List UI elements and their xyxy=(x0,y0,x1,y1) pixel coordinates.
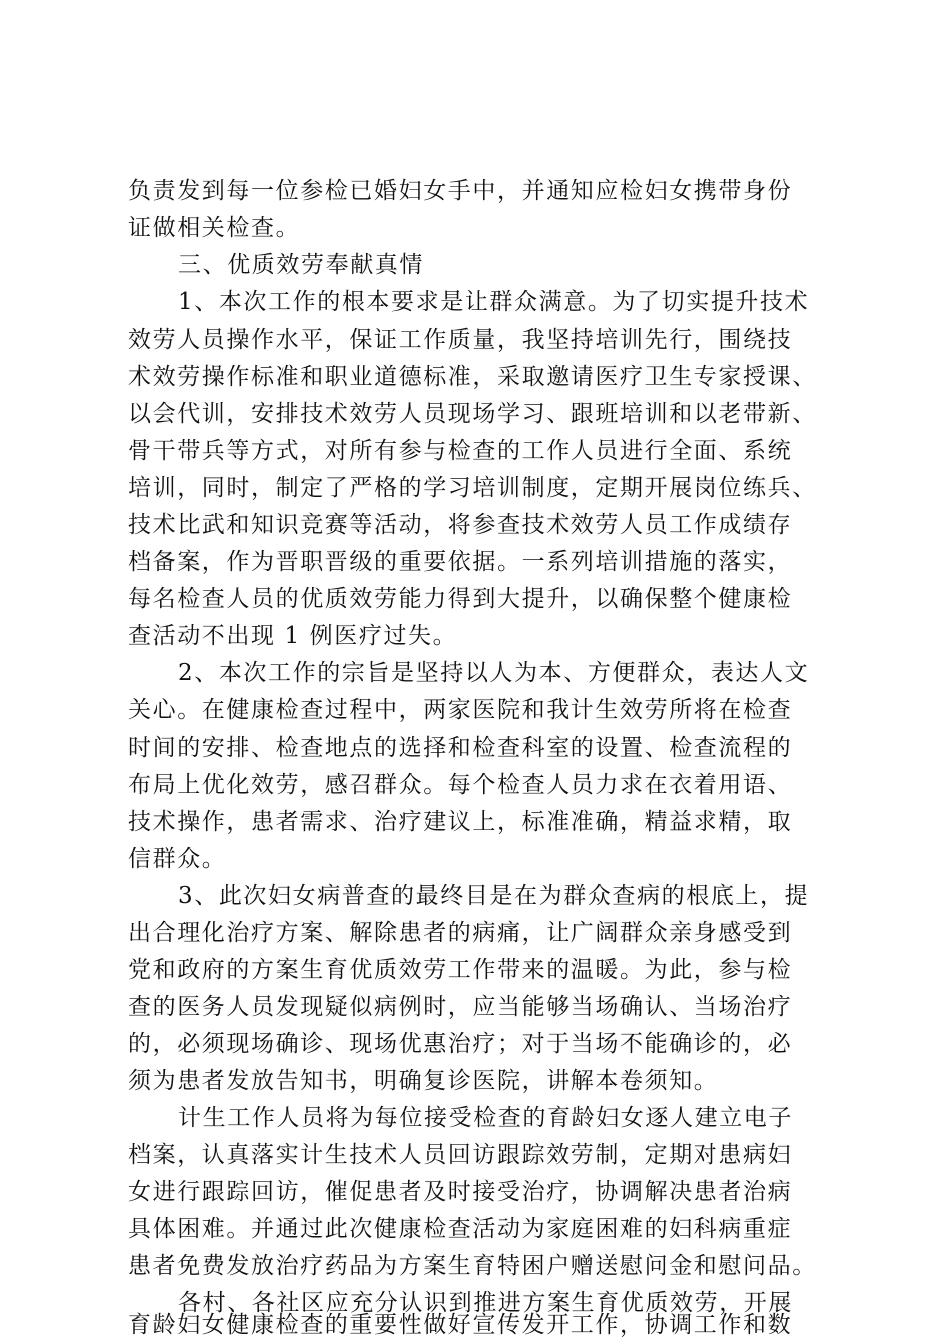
paragraph-line: 时间的安排、检查地点的选择和检查科室的设置、检查流程的 xyxy=(128,735,793,761)
paragraph-line: 须为患者发放告知书，明确复诊医院，讲解本卷须知。 xyxy=(128,1068,719,1094)
paragraph-line: 技术操作，患者需求、治疗建议上，标准准确，精益求精，取 xyxy=(128,809,793,835)
paragraph-line: 各村、各社区应充分认识到推进方案生育优质效劳，开展 xyxy=(178,1290,793,1316)
paragraph-line: 档案，认真落实计生技术人员回访跟踪效劳制，定期对患病妇 xyxy=(128,1142,793,1168)
paragraph-line: 具体困难。并通过此次健康检查活动为家庭困难的妇科病重症 xyxy=(128,1216,793,1242)
paragraph-line: 查的医务人员发现疑似病例时，应当能够当场确认、当场治疗 xyxy=(128,994,793,1020)
paragraph-line: 信群众。 xyxy=(128,846,227,872)
paragraph-line: 培训，同时，制定了严格的学习培训制度，定期开展岗位练兵、 xyxy=(128,475,817,501)
paragraph-line: 的，必须现场确诊、现场优惠治疗；对于当场不能确诊的，必 xyxy=(128,1031,793,1057)
paragraph-line: 3、此次妇女病普查的最终目是在为群众查病的根底上，提 xyxy=(178,883,810,909)
paragraph-line: 负责发到每一位参检已婚妇女手中，并通知应检妇女携带身份 xyxy=(128,178,793,204)
paragraph-line: 档备案，作为晋职晋级的重要依据。一系列培训措施的落实， xyxy=(128,549,793,575)
paragraph-line: 效劳人员操作水平，保证工作质量，我坚持培训先行，围绕技 xyxy=(128,327,793,353)
paragraph-line: 出合理化治疗方案、解除患者的病痛，让广阔群众亲身感受到 xyxy=(128,920,793,946)
paragraph-line: 2、本次工作的宗旨是坚持以人为本、方便群众，表达人文 xyxy=(178,660,810,686)
section-heading: 三、优质效劳奉献真情 xyxy=(178,252,424,278)
paragraph-line: 计生工作人员将为每位接受检查的育龄妇女逐人建立电子 xyxy=(178,1105,793,1131)
paragraph-line: 患者免费发放治疗药品为方案生育特困户赠送慰问金和慰问品。 xyxy=(128,1253,817,1279)
paragraph-line: 证做相关检查。 xyxy=(128,215,301,241)
paragraph-line: 骨干带兵等方式，对所有参与检查的工作人员进行全面、系统 xyxy=(128,438,793,464)
paragraph-line: 以会代训，安排技术效劳人员现场学习、跟班培训和以老带新、 xyxy=(128,401,817,427)
paragraph-line: 每名检查人员的优质效劳能力得到大提升，以确保整个健康检 xyxy=(128,586,793,612)
paragraph-line: 育龄妇女健康检查的重要性做好宣传发开工作，协调工作和数 xyxy=(128,1312,793,1338)
paragraph-line: 查活动不出现 1 例医疗过失。 xyxy=(128,623,458,649)
paragraph-line: 关心。在健康检查过程中，两家医院和我计生效劳所将在检查 xyxy=(128,697,793,723)
paragraph-line: 党和政府的方案生育优质效劳工作带来的温暖。为此，参与检 xyxy=(128,957,793,983)
paragraph-line: 女进行跟踪回访，催促患者及时接受治疗，协调解决患者治病 xyxy=(128,1179,793,1205)
paragraph-line: 技术比武和知识竞赛等活动，将参查技术效劳人员工作成绩存 xyxy=(128,512,793,538)
paragraph-line: 术效劳操作标准和职业道德标准，采取邀请医疗卫生专家授课、 xyxy=(128,364,817,390)
paragraph-line: 布局上优化效劳，感召群众。每个检查人员力求在衣着用语、 xyxy=(128,772,793,798)
paragraph-line: 1、本次工作的根本要求是让群众满意。为了切实提升技术 xyxy=(178,289,810,315)
